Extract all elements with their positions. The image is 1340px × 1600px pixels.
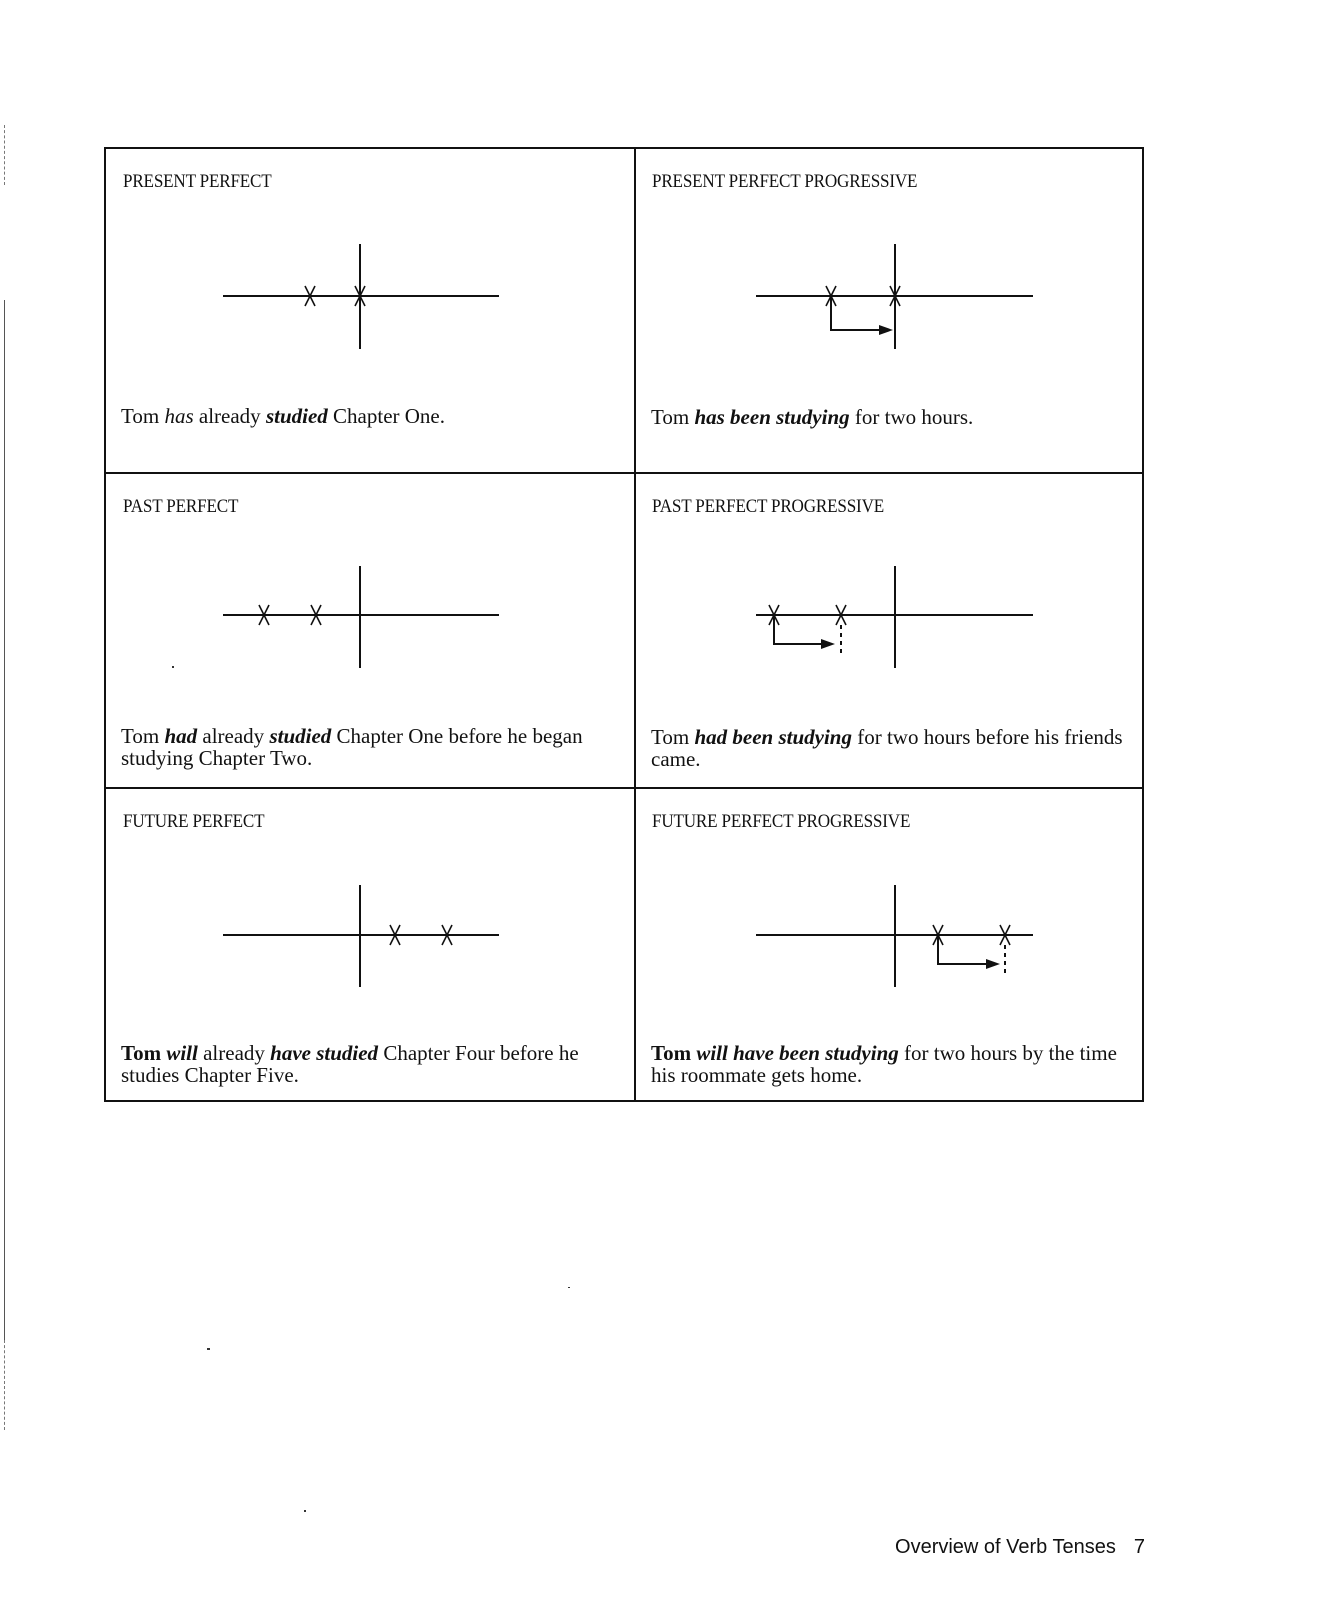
verb-tense-table [104, 147, 1144, 1102]
sentence-text: Tom [121, 1041, 167, 1065]
event-x-mark [826, 286, 836, 306]
event-x-mark [1000, 925, 1010, 945]
margin-artifact [4, 125, 5, 185]
sentence-text: Tom [121, 724, 165, 748]
sentence-verb: had [164, 724, 198, 748]
cell-title: PRESENT PERFECT [123, 171, 272, 192]
event-x-mark [355, 286, 365, 306]
cell-title: PAST PERFECT PROGRESSIVE [652, 496, 885, 517]
event-x-mark [933, 925, 943, 945]
sentence-text: Tom [651, 405, 695, 429]
margin-rule [4, 300, 5, 1340]
cell-future-perfect [106, 789, 636, 1100]
example-sentence [651, 1042, 1124, 1086]
arrow-head [879, 325, 893, 335]
sentence-verb: studied [265, 404, 328, 428]
cell-future-perfect-progressive [636, 789, 1142, 1100]
speck [172, 666, 174, 668]
sentence-text: for two hours before his friends came. [651, 725, 1123, 771]
example-sentence [121, 405, 616, 427]
page-number: 7 [1133, 1536, 1145, 1558]
duration-arrow [938, 935, 988, 964]
sentence-text: Chapter One before he began studying Chapter Two. [121, 724, 583, 770]
example-sentence [121, 725, 616, 769]
event-x-mark [769, 605, 779, 625]
margin-artifact [4, 1340, 5, 1430]
sentence-text: already [197, 1041, 271, 1065]
event-x-mark [311, 605, 321, 625]
speck [304, 1510, 306, 1512]
arrow-head [821, 639, 835, 649]
sentence-verb: will have been studying [696, 1041, 899, 1065]
cell-present-perfect-progressive [636, 149, 1142, 474]
speck [568, 1287, 570, 1288]
duration-arrow [774, 615, 823, 644]
event-x-mark [390, 925, 400, 945]
cell-title: FUTURE PERFECT [123, 811, 265, 832]
sentence-text: already [197, 724, 270, 748]
sentence-verb: had been studying [694, 725, 852, 749]
event-x-mark [836, 605, 846, 625]
sentence-text: Chapter One. [327, 404, 445, 428]
sentence-text: for two hours by the time his roommate gets home. [651, 1041, 1117, 1087]
sentence-verb: have studied [270, 1041, 379, 1065]
sentence-text: already [193, 404, 266, 428]
sentence-verb: has been studying [694, 405, 850, 429]
sentence-text: Tom [121, 404, 165, 428]
event-x-mark [259, 605, 269, 625]
cell-title: FUTURE PERFECT PROGRESSIVE [652, 811, 911, 832]
sentence-text: Chapter Four before he studies Chapter Five. [121, 1041, 579, 1087]
cell-title: PRESENT PERFECT PROGRESSIVE [652, 171, 918, 192]
event-x-mark [890, 286, 900, 306]
section-title: Overview of Verb Tenses [895, 1536, 1116, 1558]
sentence-verb: has [164, 404, 194, 428]
sentence-verb: studied [269, 724, 332, 748]
arrow-head [986, 959, 1000, 969]
cell-title: PAST PERFECT [123, 496, 239, 517]
cell-present-perfect [106, 149, 636, 474]
cell-past-perfect-progressive [636, 474, 1142, 789]
example-sentence [121, 1042, 616, 1086]
example-sentence [651, 726, 1124, 770]
speck [207, 1348, 210, 1350]
sentence-text: Tom [651, 725, 695, 749]
event-x-mark [442, 925, 452, 945]
cell-past-perfect [106, 474, 636, 789]
sentence-text: for two hours. [849, 405, 974, 429]
duration-arrow [831, 296, 881, 330]
sentence-text: Tom [651, 1041, 697, 1065]
example-sentence [651, 406, 1124, 428]
page-footer [895, 1536, 1145, 1559]
event-x-mark [305, 286, 315, 306]
sentence-verb: will [166, 1041, 198, 1065]
